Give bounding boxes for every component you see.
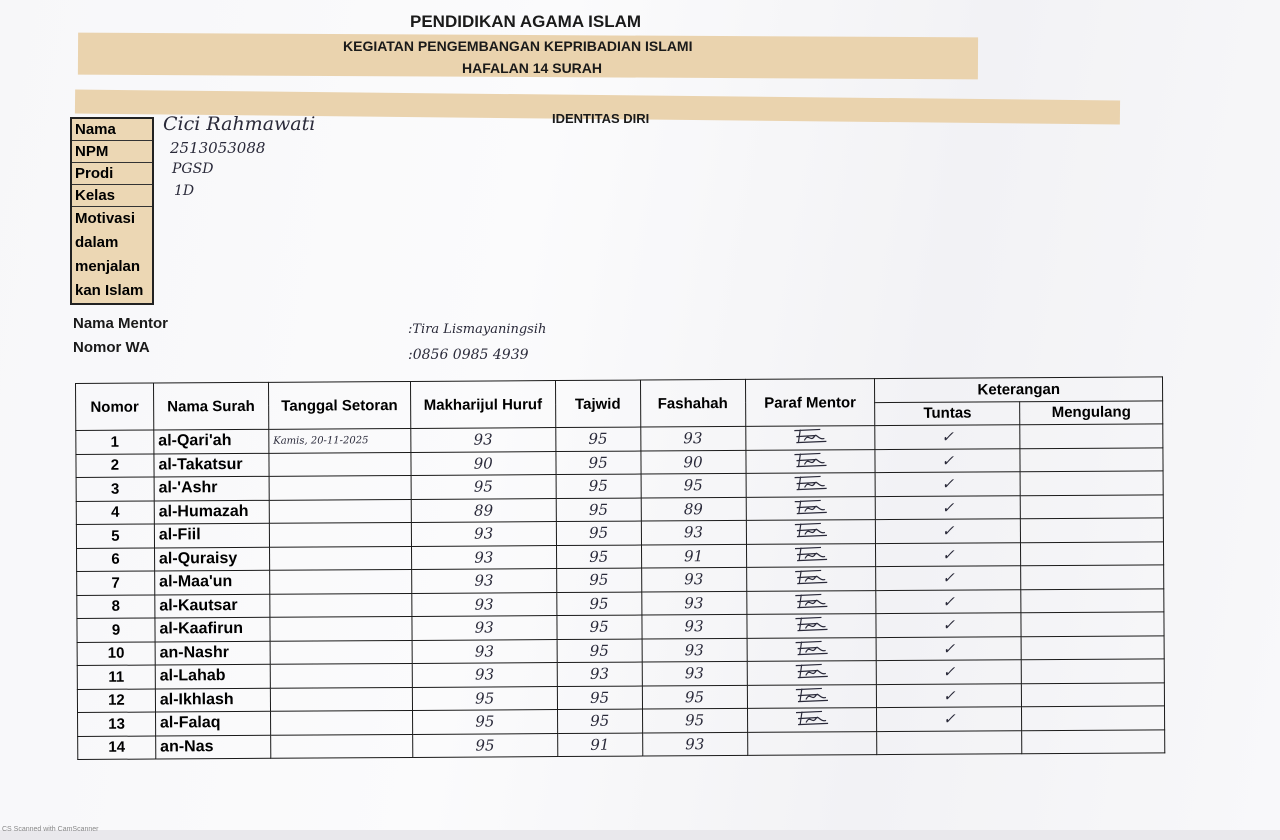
mengulang-cell <box>1022 706 1165 730</box>
signature-icon <box>790 450 830 468</box>
mengulang-cell <box>1021 659 1164 683</box>
paraf-mentor <box>746 567 876 591</box>
mengulang-cell <box>1020 471 1163 495</box>
header-tajwid: Tajwid <box>555 380 640 428</box>
value-npm: 2513053088 <box>170 139 266 157</box>
makharij-score: 89 <box>411 498 556 522</box>
fashahah-score: 93 <box>642 614 747 638</box>
surah-name: al-Kautsar <box>155 594 270 618</box>
signature-icon <box>792 709 832 727</box>
surah-name: al-Humazah <box>154 500 269 524</box>
makharij-score: 93 <box>412 663 557 687</box>
makharij-score: 95 <box>412 710 557 734</box>
paraf-mentor <box>745 426 875 450</box>
makharij-score: 93 <box>412 616 557 640</box>
fashahah-score: 93 <box>640 426 745 450</box>
tajwid-score: 95 <box>556 451 641 475</box>
tuntas-check: ✓ <box>875 425 1020 449</box>
surah-name: al-Qari'ah <box>154 429 269 453</box>
surah-name: al-Kaafirun <box>155 617 270 641</box>
tajwid-score: 95 <box>556 474 641 498</box>
signature-icon <box>791 474 831 492</box>
tuntas-check: ✓ <box>877 707 1022 731</box>
row-number: 4 <box>76 501 154 525</box>
mentor-name-label: Nama Mentor <box>73 315 169 332</box>
header-tuntas: Tuntas <box>875 401 1020 425</box>
surah-name: al-Falaq <box>155 711 270 735</box>
mengulang-cell <box>1021 565 1164 589</box>
tanggal-setoran <box>269 522 411 546</box>
header-makharij: Makharijul Huruf <box>410 381 555 429</box>
tajwid-score: 91 <box>557 733 642 757</box>
surah-name: al-Fiil <box>154 523 269 547</box>
mentor-wa-label: Nomor WA <box>73 339 150 356</box>
signature-icon <box>791 521 831 539</box>
mengulang-cell <box>1021 682 1164 706</box>
fashahah-score: 93 <box>642 638 747 662</box>
header-surah: Nama Surah <box>153 382 268 430</box>
mengulang-cell <box>1020 447 1163 471</box>
mengulang-cell <box>1021 541 1164 565</box>
makharij-score: 90 <box>411 451 556 475</box>
tajwid-score: 95 <box>556 568 641 592</box>
tanggal-setoran <box>269 499 411 523</box>
label-nama: Nama <box>72 119 152 141</box>
label-motivasi: menjalan <box>75 258 141 275</box>
surah-name: al-'Ashr <box>154 476 269 500</box>
tuntas-check: ✓ <box>876 495 1021 519</box>
surah-name: al-Quraisy <box>154 547 269 571</box>
value-nama: Cici Rahmawati <box>163 113 316 135</box>
row-number: 10 <box>77 642 155 666</box>
signature-icon <box>791 544 831 562</box>
document-subtitle: KEGIATAN PENGEMBANGAN KEPRIBADIAN ISLAMI <box>343 38 693 54</box>
signature-icon <box>792 662 832 680</box>
tuntas-check: ✓ <box>876 566 1021 590</box>
tuntas-check: ✓ <box>875 448 1020 472</box>
row-number: 2 <box>76 454 154 478</box>
tanggal-setoran <box>271 734 413 758</box>
paraf-mentor <box>746 614 876 638</box>
tuntas-check: ✓ <box>876 636 1021 660</box>
paraf-mentor <box>745 449 875 473</box>
tajwid-score: 95 <box>557 639 642 663</box>
header-paraf: Paraf Mentor <box>745 379 875 427</box>
header-tanggal: Tanggal Setoran <box>268 381 410 429</box>
tajwid-score: 95 <box>556 545 641 569</box>
tajwid-score: 95 <box>556 498 641 522</box>
document-title: PENDIDIKAN AGAMA ISLAM <box>410 12 642 31</box>
makharij-score: 93 <box>411 569 556 593</box>
signature-icon <box>791 615 831 633</box>
signature-icon <box>791 591 831 609</box>
label-motivasi: Motivasi <box>75 210 136 227</box>
tajwid-score: 95 <box>557 592 642 616</box>
tanggal-setoran <box>270 640 412 664</box>
tanggal-setoran <box>270 687 412 711</box>
mentor-name-value: :Tira Lismayaningsih <box>408 322 547 337</box>
surah-name: al-Lahab <box>155 664 270 688</box>
label-prodi: Prodi <box>72 163 152 185</box>
identity-labels <box>70 117 154 305</box>
section-title: IDENTITAS DIRI <box>552 111 650 126</box>
mengulang-cell <box>1021 588 1164 612</box>
mengulang-cell <box>1022 729 1165 753</box>
row-number: 8 <box>77 595 155 619</box>
header-keterangan: Keterangan <box>875 377 1163 402</box>
tajwid-score: 95 <box>557 686 642 710</box>
fashahah-score: 93 <box>641 520 746 544</box>
row-number: 5 <box>76 524 154 548</box>
tuntas-check: ✓ <box>877 683 1022 707</box>
mengulang-cell <box>1020 494 1163 518</box>
fashahah-score: 93 <box>642 661 747 685</box>
tajwid-score: 95 <box>556 427 641 451</box>
makharij-score: 93 <box>412 639 557 663</box>
mengulang-cell <box>1020 518 1163 542</box>
tanggal-setoran <box>270 663 412 687</box>
row-number: 6 <box>77 548 155 572</box>
fashahah-score: 95 <box>641 473 746 497</box>
fashahah-score: 90 <box>641 450 746 474</box>
fashahah-score: 95 <box>642 685 747 709</box>
makharij-score: 95 <box>411 475 556 499</box>
makharij-score: 95 <box>412 733 557 757</box>
tajwid-score: 95 <box>557 709 642 733</box>
fashahah-score: 93 <box>641 591 746 615</box>
tanggal-setoran <box>270 569 412 593</box>
paraf-mentor <box>746 496 876 520</box>
fashahah-score: 93 <box>642 732 747 756</box>
row-number: 11 <box>77 665 155 689</box>
signature-icon <box>790 427 830 445</box>
paraf-mentor <box>747 661 877 685</box>
surah-name: an-Nas <box>156 735 271 759</box>
tanggal-setoran <box>270 593 412 617</box>
signature-icon <box>792 685 832 703</box>
tanggal-setoran <box>269 475 411 499</box>
header-mengulang: Mengulang <box>1020 400 1163 424</box>
surah-name: al-Ikhlash <box>155 688 270 712</box>
tanggal-setoran: Kamis, 20-11-2025 <box>269 428 411 452</box>
tanggal-setoran <box>269 452 411 476</box>
tajwid-score: 95 <box>557 615 642 639</box>
mengulang-cell <box>1021 635 1164 659</box>
row-number: 9 <box>77 618 155 642</box>
paraf-mentor <box>747 708 877 732</box>
label-motivasi: dalam <box>75 234 119 251</box>
tanggal-setoran <box>269 546 411 570</box>
label-npm: NPM <box>72 141 152 163</box>
makharij-score: 93 <box>412 592 557 616</box>
tuntas-check: ✓ <box>876 542 1021 566</box>
paraf-mentor <box>747 637 877 661</box>
tuntas-check: ✓ <box>876 613 1021 637</box>
surah-name: al-Maa'un <box>155 570 270 594</box>
row-number: 12 <box>77 689 155 713</box>
header-nomor: Nomor <box>76 383 154 430</box>
surah-name: al-Takatsur <box>154 453 269 477</box>
hafalan-table <box>75 376 1165 760</box>
fashahah-score: 89 <box>641 497 746 521</box>
program-title: HAFALAN 14 SURAH <box>462 60 603 76</box>
value-prodi: PGSD <box>172 161 214 177</box>
tuntas-check: ✓ <box>877 660 1022 684</box>
makharij-score: 93 <box>411 428 556 452</box>
label-kelas: Kelas <box>72 185 152 207</box>
paraf-mentor <box>747 731 877 755</box>
row-number: 13 <box>78 712 156 736</box>
makharij-score: 93 <box>411 522 556 546</box>
tuntas-check <box>877 730 1022 754</box>
mengulang-cell <box>1020 424 1163 448</box>
mentor-wa-value: :0856 0985 4939 <box>408 347 529 363</box>
signature-icon <box>791 568 831 586</box>
row-number: 14 <box>78 736 156 760</box>
tajwid-score: 93 <box>557 662 642 686</box>
paraf-mentor <box>746 473 876 497</box>
makharij-score: 95 <box>412 686 557 710</box>
signature-icon <box>792 638 832 656</box>
fashahah-score: 95 <box>642 708 747 732</box>
tuntas-check: ✓ <box>875 472 1020 496</box>
tuntas-check: ✓ <box>876 589 1021 613</box>
makharij-score: 93 <box>411 545 556 569</box>
paraf-mentor <box>746 543 876 567</box>
tuntas-check: ✓ <box>876 519 1021 543</box>
row-number: 1 <box>76 430 154 454</box>
scanner-footer: CS Scanned with CamScanner <box>2 826 99 833</box>
signature-icon <box>791 497 831 515</box>
fashahah-score: 93 <box>641 567 746 591</box>
paraf-mentor <box>746 520 876 544</box>
surah-name: an-Nashr <box>155 641 270 665</box>
header-fashahah: Fashahah <box>640 379 745 427</box>
row-number: 7 <box>77 571 155 595</box>
paraf-mentor <box>746 590 876 614</box>
tanggal-setoran <box>270 710 412 734</box>
fashahah-score: 91 <box>641 544 746 568</box>
tajwid-score: 95 <box>556 521 641 545</box>
label-motivasi: kan Islam <box>75 282 144 299</box>
paraf-mentor <box>747 684 877 708</box>
mengulang-cell <box>1021 612 1164 636</box>
tanggal-setoran <box>270 616 412 640</box>
row-number: 3 <box>76 477 154 501</box>
value-kelas: 1D <box>174 183 195 199</box>
